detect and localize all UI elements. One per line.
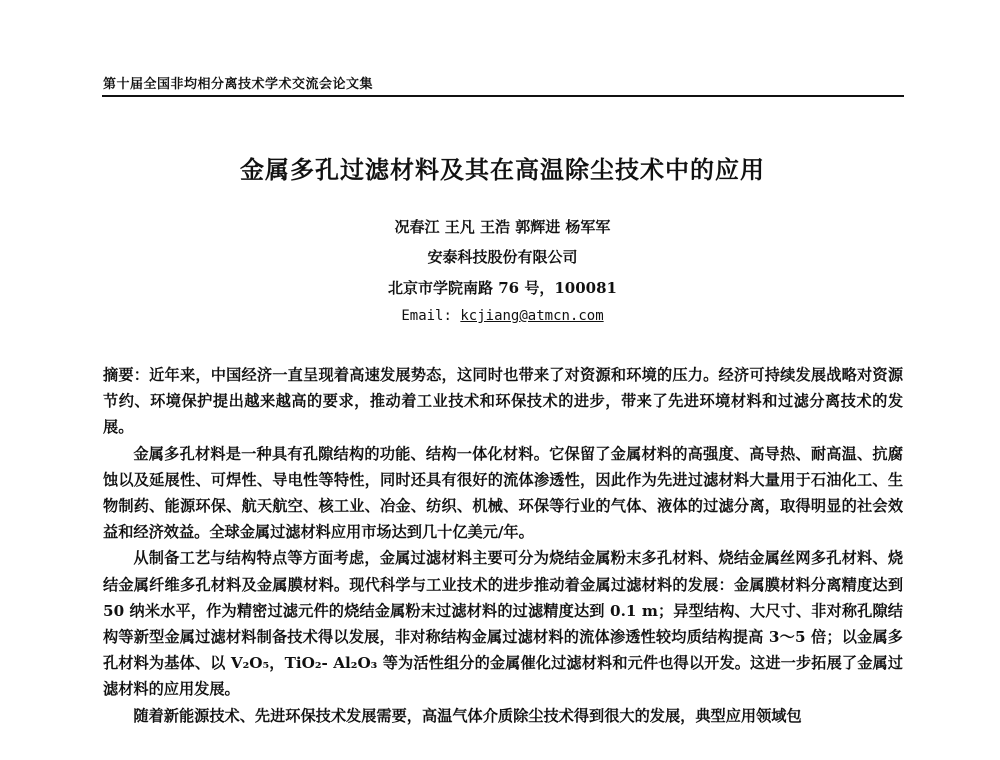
running-head: 第十届全国非均相分离技术学术交流会论文集 [103, 77, 374, 92]
abstract-label: 摘要： [103, 366, 150, 384]
affiliation: 安泰科技股份有限公司 [427, 248, 578, 266]
body-text [103, 362, 903, 729]
paragraph-1: 金属多孔材料是一种具有孔隙结构的功能、结构一体化材料。它保留了金属材料的高强度、高导热、耐高温、抗腐蚀以及延展性、可焊性、导电性等特性，同时还具有很好的流体渗透性，因此作为先进过滤材料大量用于石油化工、生物制药、能源环保、航天航空、核工业、冶金、纺织、机械、环保等行业的气体、液体的过滤分离，取得明显的社会效益和经济效益。全球金属过滤材料应用市场达到几十亿美元/年。 [103, 444, 903, 542]
abstract-paragraph [103, 362, 903, 441]
abstract-text: 近年来，中国经济一直呈现着高速发展势态，这同时也带来了对资源和环境的压力。经济可持续发展战略对资源节约、环境保护提出越来越高的要求，推动着工业技术和环保技术的进步，带来了先进环境材料和过滤分离技术的发展。 [103, 366, 904, 437]
email-link[interactable]: kcjiang@atmcn.com [460, 308, 604, 324]
paragraph-2: 从制备工艺与结构特点等方面考虑，金属过滤材料主要可分为烧结金属粉末多孔材料、烧结金属丝网多孔材料、烧结金属纤维多孔材料及金属膜材料。现代科学与工业技术的进步推动着金属过滤材料的发展：金属膜材料分离精度达到 50 纳米水平，作为精密过滤元件的烧结金属粉末过滤材料的过滤精度达到 0.1 m；异型结构、大尺寸、非对称孔隙结构等新型金属过滤材料制备技术得以发展，非对称结构金属过滤材料的流体渗透性较均质结构提高 3～5 倍；以金属多孔材料为基体、以 V₂O₅，TiO₂- Al₂O₃ 等为活性组分的金属催化过滤材料和元件也得以开发。这进一步拓展了金属过滤材料的应用发展。 [103, 549, 903, 699]
paper-title: 金属多孔过滤材料及其在高温除尘技术中的应用 [240, 156, 765, 184]
paragraph-3-partial: 随着新能源技术、先进环保技术发展需要，高温气体介质除尘技术得到很大的发展，典型应用领域包 [133, 706, 802, 725]
email-label: Email: [401, 308, 461, 324]
email-line [100, 308, 905, 324]
address: 北京市学院南路 76 号，100081 [388, 279, 617, 297]
header-rule [102, 95, 904, 97]
author-list: 况春江 王凡 王浩 郭辉进 杨军军 [394, 218, 611, 236]
